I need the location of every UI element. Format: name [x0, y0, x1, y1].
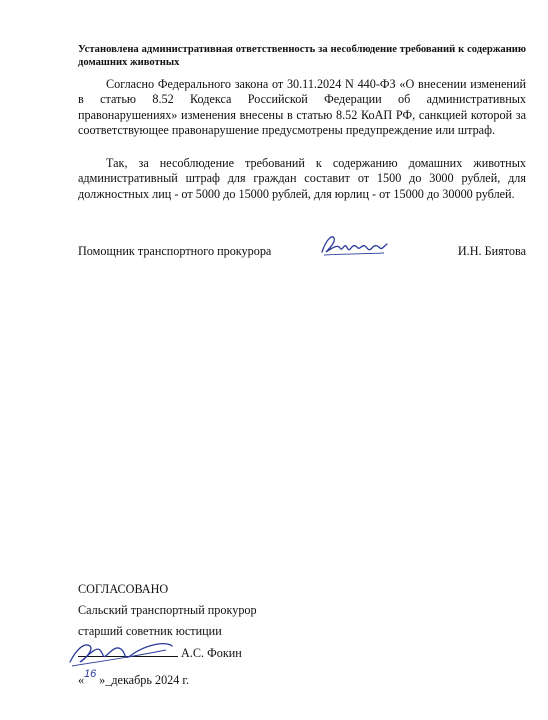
- date-suffix: »_декабрь 2024 г.: [96, 673, 190, 687]
- handwritten-signature-biyatova: [318, 230, 390, 260]
- approval-line-1: Сальский транспортный прокурор: [78, 603, 257, 617]
- signer-role: Помощник транспортного прокурора: [78, 244, 272, 258]
- signer-name: И.Н. Биятова: [457, 244, 526, 258]
- document-title: Установлена административная ответственность за несоблюдение требований к содержанию домашних животных: [78, 44, 526, 68]
- handwritten-signature-fokin: [66, 636, 174, 672]
- paragraph-1: Согласно Федерального закона от 30.11.2024 N 440-ФЗ «О внесении изменений в статью 8.52 Кодекса Российской Федерации об административных правонарушениях» изменения внесены в статью 8.52 КоАП РФ, санкцией которой за соответствующее правонарушение предусмотрены предупреждение или штраф.: [78, 77, 526, 138]
- approval-heading: СОГЛАСОВАНО: [78, 582, 169, 596]
- date-prefix: «: [78, 673, 85, 687]
- date-day: 16: [84, 668, 97, 680]
- approver-name: А.С. Фокин: [181, 646, 242, 660]
- paragraph-2: Так, за несоблюдение требований к содержанию домашних животных административный штраф для граждан составит от 1500 до 3000 рублей, для должностных лиц - от 5000 до 15000 рублей, для юрлиц - от 15000 до 30000 рублей.: [78, 156, 526, 201]
- signature-line: [78, 244, 526, 260]
- approval-line-2: старший советник юстиции: [78, 624, 222, 638]
